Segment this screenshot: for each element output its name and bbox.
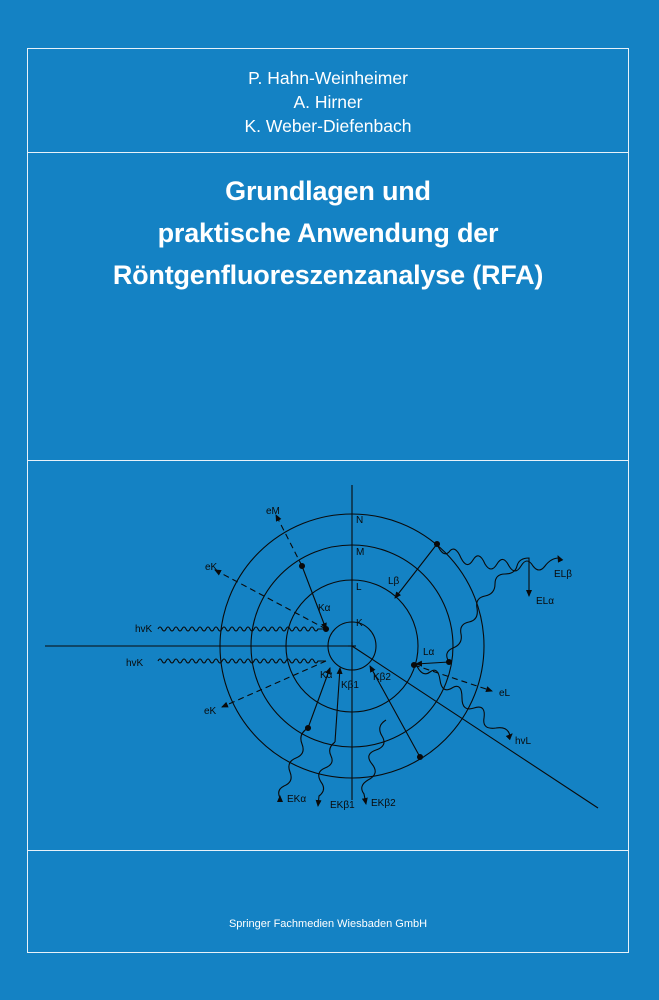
ejection-ek-bottom [222, 661, 326, 707]
label-e-m: eM [266, 506, 280, 517]
label-k-beta2: Kβ2 [373, 672, 391, 683]
label-hv-k-bottom: hvK [126, 658, 144, 669]
diagonal-axis [352, 646, 598, 808]
title-line-3: Röntgenfluoreszenzanalyse (RFA) [112, 260, 544, 290]
label-k-beta1: Kβ1 [341, 680, 359, 691]
photon-e-l-beta [437, 544, 559, 571]
label-e-k-beta1: EKβ1 [330, 800, 355, 811]
label-e-k-alpha: EKα [287, 794, 307, 805]
label-l-alpha: Lα [423, 647, 435, 658]
author-3: K. Weber-Diefenbach [244, 116, 412, 136]
title-line-2: praktische Anwendung der [157, 218, 499, 248]
ejection-ek-top [215, 570, 326, 629]
photon-e-k-alpha [279, 728, 308, 798]
label-shell-k: K [356, 618, 363, 629]
label-hv-k-top: hvK [135, 624, 153, 635]
publisher-name: Springer Fachmedien Wiesbaden GmbH [228, 918, 428, 930]
photon-e-k-beta2 [362, 720, 386, 804]
label-k-alpha-top: Kα [318, 603, 331, 614]
label-k-alpha-bottom: Kα [320, 670, 333, 681]
author-1: P. Hahn-Weinheimer [248, 68, 408, 88]
photon-hv-l [416, 664, 512, 736]
label-l-beta: Lβ [388, 576, 400, 587]
label-e-k-beta2: EKβ2 [371, 798, 396, 809]
ejection-em [276, 515, 302, 566]
incoming-wave-top [158, 627, 326, 631]
author-2: A. Hirner [293, 92, 363, 112]
transition-l-alpha [416, 662, 449, 664]
label-shell-l: L [356, 582, 362, 593]
transition-k-beta1 [335, 668, 340, 742]
label-e-l-beta: ELβ [554, 569, 572, 580]
label-shell-n: N [356, 515, 364, 526]
title-line-1: Grundlagen und [225, 176, 431, 206]
label-e-k-top: eK [205, 562, 218, 573]
incoming-wave-bottom [158, 659, 326, 663]
label-e-l: eL [499, 688, 511, 699]
transition-k-alpha-top [302, 566, 326, 629]
label-shell-m: M [356, 547, 365, 558]
label-hv-l: hvL [515, 736, 532, 747]
label-e-l-alpha: ELα [536, 596, 555, 607]
label-e-k-bottom: eK [204, 706, 217, 717]
photon-e-l-alpha [447, 558, 529, 662]
transition-l-beta [395, 544, 437, 598]
